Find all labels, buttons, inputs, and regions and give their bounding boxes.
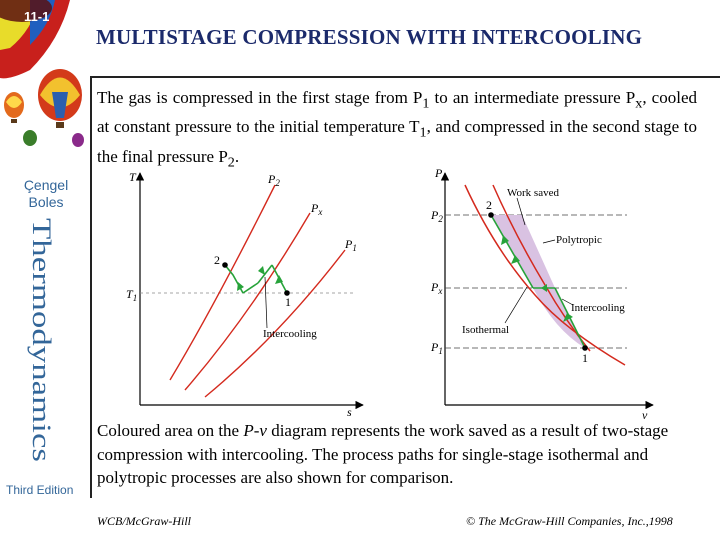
pv-state-1-point	[582, 345, 588, 351]
ts-axis-label-t: T	[129, 170, 136, 184]
pv-polytropic-label: Polytropic	[556, 234, 602, 246]
ts-state-2-label: 2	[214, 253, 220, 267]
book-title-vertical	[6, 218, 56, 463]
footer-publisher: WCB/McGraw-Hill	[97, 514, 191, 528]
pv-work-saved-label: Work saved	[507, 187, 559, 199]
footer-copyright: © The McGraw-Hill Companies, Inc.,1998	[466, 514, 673, 528]
ts-compression-2	[243, 283, 258, 293]
header-divider	[90, 76, 720, 78]
intro-sub-t1: 1	[419, 124, 427, 141]
ts-p2-label: $P_2$	[268, 172, 280, 188]
hot-air-balloon-image	[0, 0, 92, 160]
edition-label: Third Edition	[6, 483, 74, 497]
diagrams	[115, 165, 660, 420]
author-cengel: Çengel	[23, 177, 69, 193]
slide-title: MULTISTAGE COMPRESSION WITH INTERCOOLING	[96, 25, 643, 49]
author-names	[0, 177, 92, 211]
intro-text-5: .	[234, 146, 240, 166]
caption-text-2: diagram represents the work saved as a result of two-stage compression with intercooling. The process paths for single-stage isothermal and polytropic processes are also shown for comparison.	[97, 421, 669, 487]
intro-sub-2: 2	[227, 154, 235, 171]
ts-px-label: $P_x$	[311, 201, 323, 217]
ts-arrow-2	[258, 266, 265, 275]
pv-diagram	[430, 166, 653, 422]
pv-intercooling-label: Intercooling	[571, 302, 625, 314]
ts-intercooling-leader	[265, 277, 267, 328]
intro-text-3: , cooled at constant pressure to the initial temperature T	[97, 88, 697, 137]
caption-text-1: Coloured area on the	[97, 421, 244, 440]
pv-state-2-label: 2	[486, 198, 492, 212]
sidebar	[0, 0, 92, 540]
author-boles: Boles	[28, 194, 64, 210]
sidebar-divider	[90, 78, 92, 498]
pv-isothermal-leader	[505, 287, 527, 323]
intro-sub-1: 1	[422, 95, 430, 112]
ts-p1-label: $P_1$	[345, 237, 357, 253]
pv-axis-label-v: v	[642, 408, 648, 422]
book-title: Thermodynamics	[27, 218, 56, 400]
caption-paragraph	[97, 419, 697, 490]
pv-px-label: $P_x$	[431, 280, 443, 296]
pv-p2-label: $P_2$	[431, 208, 443, 224]
ts-diagram	[126, 170, 363, 419]
intro-sub-x: x	[635, 95, 643, 112]
ts-intercooling-label: Intercooling	[263, 328, 317, 340]
ts-state-1-label: 1	[285, 295, 291, 309]
intro-text-1: The gas is compressed in the first stage from P	[97, 88, 423, 107]
pv-state-1-label: 1	[582, 351, 588, 365]
ts-t1-label: $T_1$	[126, 287, 138, 303]
pv-state-2-point	[488, 212, 494, 218]
intro-text-4: , and compressed in the second stage to the final pressure P	[97, 117, 697, 166]
pv-polytropic-leader	[543, 240, 555, 243]
pv-p1-label: $P_1$	[431, 340, 443, 356]
intro-paragraph	[97, 86, 697, 174]
caption-italic-pv: P-v	[243, 421, 267, 440]
pv-isothermal-label: Isothermal	[462, 324, 510, 336]
intro-text-2: to an intermediate pressure P	[429, 88, 636, 107]
slide-number: 11-1	[24, 9, 50, 24]
ts-state-2-point	[222, 262, 228, 268]
pv-axis-label-p: P	[435, 166, 443, 180]
ts-axis-label-s: s	[347, 405, 352, 419]
